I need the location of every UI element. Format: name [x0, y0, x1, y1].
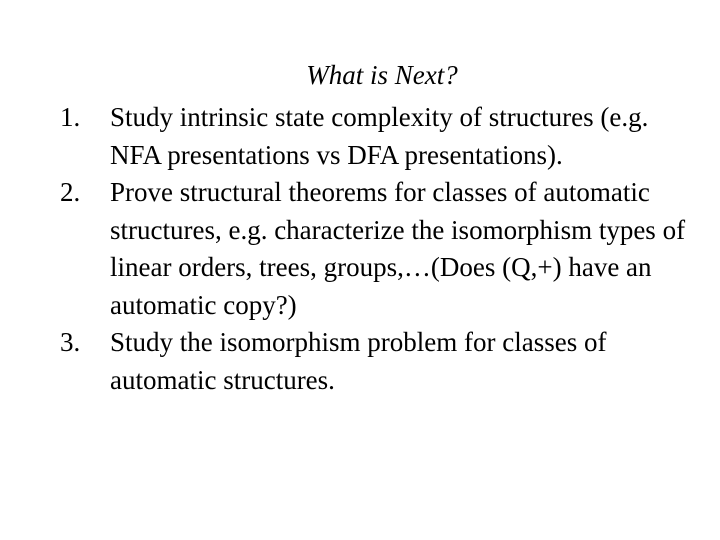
list-item: [60, 99, 700, 174]
numbered-list: [60, 99, 700, 399]
list-item-number: 2.: [60, 177, 81, 207]
list-item-number: 1.: [60, 102, 81, 132]
list-item-number: 3.: [60, 327, 81, 357]
list-item-text: Study the isomorphism problem for classes of automatic structures.: [110, 327, 607, 395]
list-item-text: Study intrinsic state complexity of structures (e.g. NFA presentations vs DFA presentations).: [110, 102, 649, 170]
list-item-text: Prove structural theorems for classes of automatic structures, e.g. characterize the isomorphism types of linear orders, trees, groups,…(Does (Q,+) have an automatic copy?): [110, 177, 686, 320]
list-item: [60, 174, 700, 324]
list-item: [60, 324, 700, 399]
slide-title-text: What is Next?: [306, 60, 458, 90]
slide-title: [0, 56, 720, 94]
